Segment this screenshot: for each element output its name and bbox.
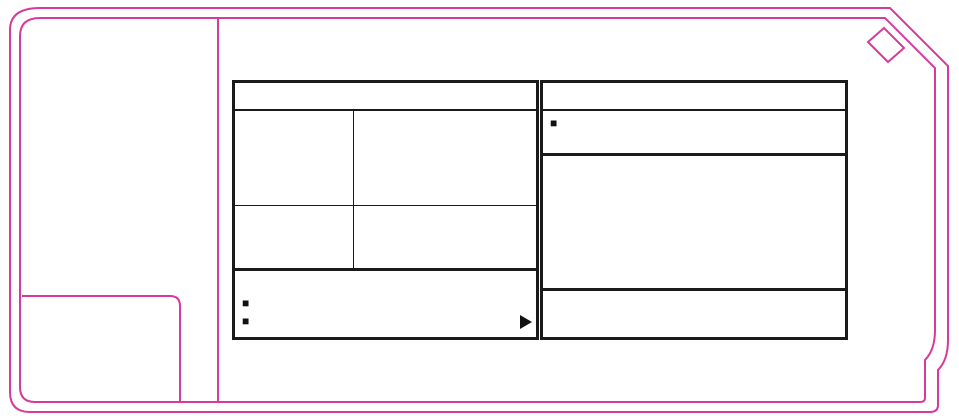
section-divider — [235, 268, 536, 271]
divider — [543, 109, 845, 111]
drug-facts-left-panel — [232, 80, 539, 340]
other-info-item-2 — [242, 313, 253, 330]
drug-facts-right-panel — [540, 80, 848, 340]
continue-arrow-icon — [519, 315, 533, 329]
other-info-item-1 — [242, 295, 253, 312]
section-divider — [543, 288, 845, 291]
divider — [235, 109, 536, 111]
section-divider — [543, 153, 845, 156]
divider — [235, 205, 536, 206]
column-divider — [353, 109, 354, 268]
lot-note — [550, 115, 817, 132]
